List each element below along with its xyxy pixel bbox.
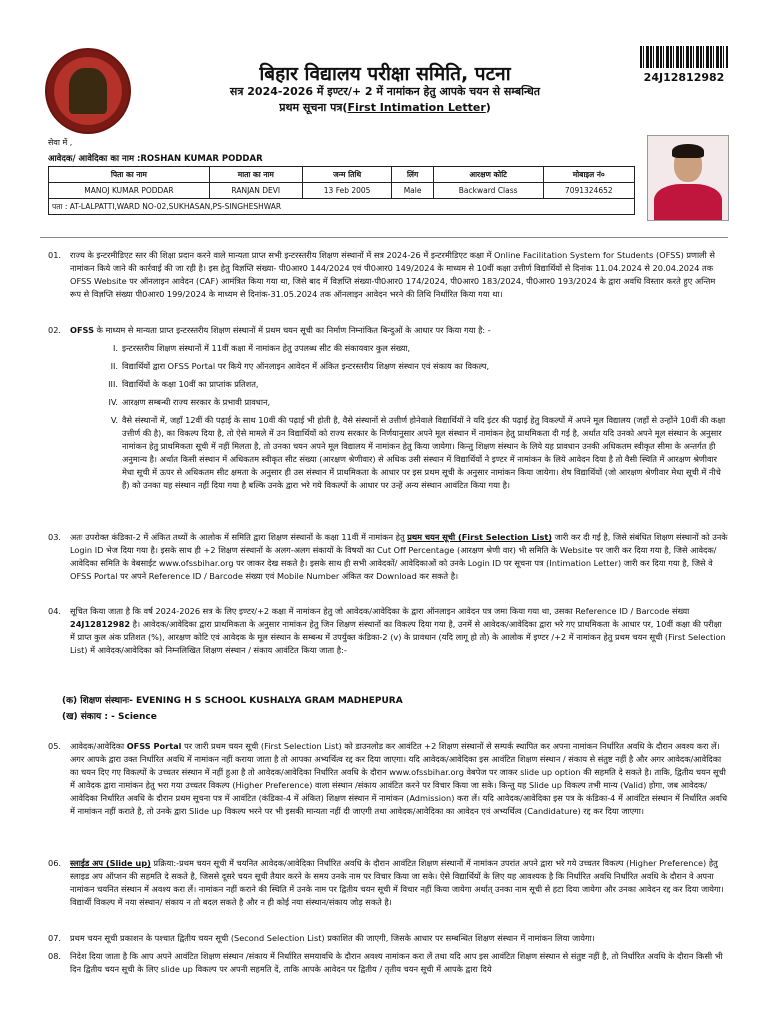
paragraph-02: 02. OFSS के माध्यम से मान्यता प्राप्त इन्टरस्तरीय शिक्षण संस्थानों में प्रथम चयन सूची का निर्माण निम्नांकित बिन्दुओं के आधार पर किया गया है: - [48, 325, 491, 335]
paragraph-08: 08. निदेश दिया जाता है कि आप अपने आवंटित शिक्षण संस्थान /संकाय में निर्धारित समयावधि के दौरान अवश्य नामांकन करा लें तथा यदि आप इस आवंटित शिक्षण संस्थान से संतुष्ट नहीं है, तो निर्धारित अवधि के दौरान किसी भी दिन द्वितीय चयन सूची के लिए slide up विकल्प पर अपनी सहमति दें, ताकि आपके आवेदन पर द्वितीय / तृतीय चयन सूची में आपके द्वारा दिये [48, 951, 723, 974]
mother-name: RANJAN DEVI [209, 183, 302, 199]
header-dob: जन्म तिथि [302, 167, 392, 183]
reference-id: 24J12812982 [643, 71, 725, 84]
header-gender: लिंग [392, 167, 433, 183]
table-header-row [49, 167, 635, 183]
barcode [640, 46, 728, 68]
board-title: बिहार विद्यालय परीक्षा समिति, पटना [259, 63, 511, 85]
gender: Male [392, 183, 433, 199]
address: पता : AT-LALPATTI,WARD NO-02,SUKHASAN,PS-SINGHESHWAR [49, 199, 635, 215]
mobile: 7091324652 [543, 183, 634, 199]
bseb-logo [45, 48, 131, 134]
applicant-photo [647, 135, 729, 221]
paragraph-01: 01. राज्य के इन्टरमीडिएट स्तर की शिक्षा प्रदान करने वाले मान्यता प्राप्त सभी इन्टरस्तरीय शिक्षण संस्थानों में सत्र 2024-26 में इन्टरमीडिएट कक्षा में Online Facilitation System for Students (OFSS) प्रणाली से नामांकन किये जाने की कार्रवाई की जा रही है। इस हेतु विज्ञप्ति संख्या- पी0आर0 144/2024 एवं पी0आर0 149/2024 के माध्यम से 10वीं कक्षा उत्तीर्ण विद्यार्थियों से दिनांक 11.04.2024 से 20.04.2024 तक OFSS Website पर ऑनलाइन आवेदन (CAF) आमंत्रित किया गया था, जिसे बाद में विज्ञप्ति संख्या-पी0आर0 174/2024, पी0आर0 183/2024, पी0आर0 193/2024 के द्वारा अवधि विस्तार करते हुए अन्तिम रूप से विज्ञप्ति संख्या पी0आर0 199/2024 के माध्यम से दिनांक-31.05.2024 तक ऑनलाइन आवेदन भरने की तिथि निर्धारित किया गया था। [48, 250, 716, 299]
paragraph-07: 07. प्रथम चयन सूची प्रकाशन के पश्चात द्वितीय चयन सूची (Second Selection List) प्रकाशित की जाएगी, जिसके आधार पर सम्बन्धित शिक्षण संस्थान में नामांकन लिया जायेगा। [48, 933, 595, 943]
father-name: MANOJ KUMAR PODDAR [49, 183, 210, 199]
list-item: V. वैसे संस्थानों में, जहाँ 12वीं की पढ़ाई के साथ 10वीं की पढ़ाई भी होती है, वैसे संस्थानों से उत्तीर्ण होनेवाले विद्यार्थियों ने यदि इंटर की पढ़ाई हेतु विकल्पों में अपने मूल विद्यालय (जहाँ से उन्होंने 10वीं की कक्षा उत्तीर्ण की है), का विकल्प दिया है, तो ऐसे मामले में उन विद्यार्थियों को राज्य सरकार के निर्णयानुसार अपने मूल संस्थान में नामांकन हेतु प्राथमिकता दी गई है, अर्थात यदि उनको अपने मूल संस्थान के अनुसार नामांकन हेतु प्राथमिकता सूची में नहीं मिलता है, तो उनका चयन अपने मूल विद्यालय में नामांकन हेतु किया जायेगा। किन्तु शिक्षण संस्थान के लिये यह प्रावधान उनकी अधिकतम स्वीकृत सीमा के अन्तर्गत ही अनुमान्य है। अर्थात किसी संस्थान में अधिकतम स्वीकृत सीट संख्या (आरक्षण श्रेणीवार) से अधिक उसी संस्थान में विद्यार्थियों ने इण्टर में नामांकन के लिये आवेदन दिया है तो वैसी स्थिति में आरक्षण श्रेणीवार मेधा सूची में ऊपर से अधिकतम सीट क्षमता के अनुसार ही उस संस्थान में प्राथमिकता के आधार पर इस प्रथम सूची के अनुसार नामांकन किया जायेगा। शेष विद्यार्थियों (जो आरक्षण श्रेणीवार मेधा सूची में नीचे हैं) को उनका यह संस्थान नहीं दिया गया है बल्कि उनके द्वारा भरे गये विकल्पों के आधार पर उन्हें अन्य संस्थान आवंटित किया गया है। [110, 415, 726, 490]
list-item: III. विद्यार्थियों के कक्षा 10वीं का प्राप्तांक प्रतिशत, [108, 379, 259, 389]
paragraph-04: 04. सूचित किया जाता है कि वर्ष 2024-2026 सत्र के लिए इण्टर/+2 कक्षा में नामांकन हेतु जो आवेदक/आवेदिका के द्वारा ऑनलाइन आवेदन पत्र जमा किया गया था, उसका Reference ID / Barcode संख्या 24J12812982 है। आवेदक/आवेदिका द्वारा प्राथमिकता के अनुसार नामांकन हेतु जिन शिक्षण संस्थानों का विकल्प दिया गया है, उनमें से आवेदक/आवेदिका द्वारा भरे गए प्राथमिकता के आधार पर, 10वीं कक्षा की परीक्षा में प्राप्त कुल अंक प्रतिशत (%), आरक्षण कोटि एवं आवेदक के मूल संस्थान के सम्बन्ध में उपर्युक्त कंडिका-2 (v) के प्रावधान (यदि लागू हो तो) के आलोक में इण्टर /+2 में नामांकन हेतु प्रथम चयन सूची (First Selection List) में आवेदक/आवेदिका को निम्नलिखित शिक्षण संस्थान / संकाय आवंटित किया जाता है:- [48, 606, 726, 655]
address-row [49, 199, 635, 215]
paragraph-05: 05. आवेदक/आवेदिका OFSS Portal पर जारी प्रथम चयन सूची (First Selection List) को डाउनलोड कर आवंटित +2 शिक्षण संस्थानों से सम्पर्क स्थापित कर अपना नामांकन निर्धारित अवधि के दौरान अवश्य करा लें। अगर आपके द्वारा उक्त निर्धारित अवधि में नामांकन नहीं कराया जाता है तो आपका अभ्यर्थित्व रद्द कर दिया जाएगा। यदि आवेदक/आवेदिका इस आवंटित शिक्षण संस्थान / संकाय से संतुष्ट नहीं है और अगर आवेदक/आवेदिका का चयन दिए गए विकल्पों के उच्चतर संस्थान में नहीं हुआ है तो आवेदक/आवेदिका निर्धारित अवधि के दौरान www.ofssbihar.org वेबपेज पर जाकर slide up option की सहमति दे सकते है। ताकि, द्वितीय चयन सूची में आवेदक द्वारा नामांकन हेतु भरा गया उच्चतर विकल्प (Higher Preference) वाला संस्थान /संकाय आवंटित करने पर विचार किया जा सके। किन्तु यह Slide up विकल्प तभी मान्य (Valid) होगा, जब आवेदक/आवेदिका निर्धारित अवधि के दौरान प्रथम सूचना पत्र में आवंटित (कंडिका-4 में अंकित) शिक्षण संस्थान में नामांकन (Admission) करा लें। यदि आवेदक/आवेदिका इस पत्र के कंडिका-4 में आवंटित संस्थान में निर्धारित अवधि में नामांकन नहीं कराते है, तो उनके द्वारा Slide up विकल्प भरने पर भी इसकी मान्यता नहीं दी जाएगी तथा आवेदक/आवेदिका का आवेदन एवं अभ्यर्थित्व (Candidature) रद्द कर दिया जाएगा। [48, 741, 727, 816]
letter-title: प्रथम सूचना पत्र(First Intimation Letter) [279, 101, 491, 114]
session-subtitle: सत्र 2024-2026 में इण्टर/+ 2 में नामांकन हेतु आपके चयन से सम्बन्धित [229, 85, 541, 98]
applicant-info-table [48, 166, 635, 215]
header-category: आरक्षण कोटि [433, 167, 543, 183]
header-father: पिता का नाम [49, 167, 210, 183]
applicant-name: आवेदक/ आवेदिका का नाम :ROSHAN KUMAR PODDAR [48, 154, 263, 164]
list-item: IV. आरक्षण सम्बन्धी राज्य सरकार के प्रभावी प्रावधान, [108, 397, 271, 407]
allotted-faculty: (ख) संकाय : - Science [62, 712, 157, 722]
salutation: सेवा में , [48, 138, 73, 147]
header-mobile: मोबाइल नं० [543, 167, 634, 183]
paragraph-06: 06. स्लाईड अप (Slide up) प्रक्रिया:-प्रथम चयन सूची में चयनित आवेदक/आवेदिका निर्धारित अवधि के दौरान आवंटित शिक्षण संस्थानों में नामांकन उपरांत अपने द्वारा भरे गये उच्चतर विकल्प (Higher Preference) हेतु स्लाइड अप ऑप्शन की सहमति दे सकते है, जिससे दूसरे चयन सूची तैयार करने के समय उनके नाम पर विचार किया जा सके। ऐसे विद्यार्थियों के लिए यह आवश्यक है कि निर्धारित अवधि निर्धारित अवधि के दौरान वे अपना नामांकन चयनित संस्थान में अवश्य करा लें। नामांकन नहीं कराने की स्थिति में उनके नाम पर द्वितीय चयन सूची में विचार नहीं किया जायेगा अर्थात् उनका नाम सूची से हटा दिया जायेगा और उनका आवेदन रद्द कर दिया जायेगा। विद्यार्थी विकल्प में नया संस्थान/ संकाय न तो बदल सकते है और न ही कोई नया संस्थान/संकाय जोड़ सकते है। [48, 858, 724, 907]
dob: 13 Feb 2005 [302, 183, 392, 199]
category: Backward Class [433, 183, 543, 199]
list-item: I. इन्टरस्तरीय शिक्षण संस्थानों में 11वीं कक्षा में नामांकन हेतु उपलब्ध सीट की संकायवार कुल संख्या, [112, 343, 411, 353]
table-row [49, 183, 635, 199]
paragraph-03: 03. अतः उपरोक्त कंडिका-2 में अंकित तथ्यों के आलोक में समिति द्वारा शिक्षण संस्थानों के कक्षा 11वीं में नामांकन हेतु प्रथम चयन सूची (First Selection List) जारी कर दी गई है, जिसे संबंधित शिक्षण संस्थानों को उनके Login ID भेज दिया गया है। इसके साथ ही +2 शिक्षण संस्थानों के अलग-अलग संकायों के विषयों का Cut Off Percentage (आरक्षण श्रेणी वार) भी समिति के Website पर जारी कर दिया गया है, जिसे आवेदक/आवेदिका समिति के वेबसाईट www.ofssbihar.org पर जाकर देख सकते है। इसके साथ ही सभी आवेदकों/ आवेदिकाओं को उनके Login ID पर सूचना पत्र (Intimation Letter) जारी कर दिया गया है, जिसे वे OFSS Portal पर अपने Reference ID / Barcode संख्या एवं Mobile Number अंकित कर Download कर सकते है। [48, 532, 728, 581]
allotted-institution: (क) शिक्षण संस्थानः- EVENING H S SCHOOL KUSHALYA GRAM MADHEPURA [62, 696, 403, 706]
list-item: II. विद्यार्थियों द्वारा OFSS Portal पर किये गए ऑनलाइन आवेदन में अंकित इन्टरस्तरीय शिक्षण संस्थान एवं संकाय का विकल्प, [110, 361, 490, 371]
header-mother: माता का नाम [209, 167, 302, 183]
divider [40, 237, 728, 238]
